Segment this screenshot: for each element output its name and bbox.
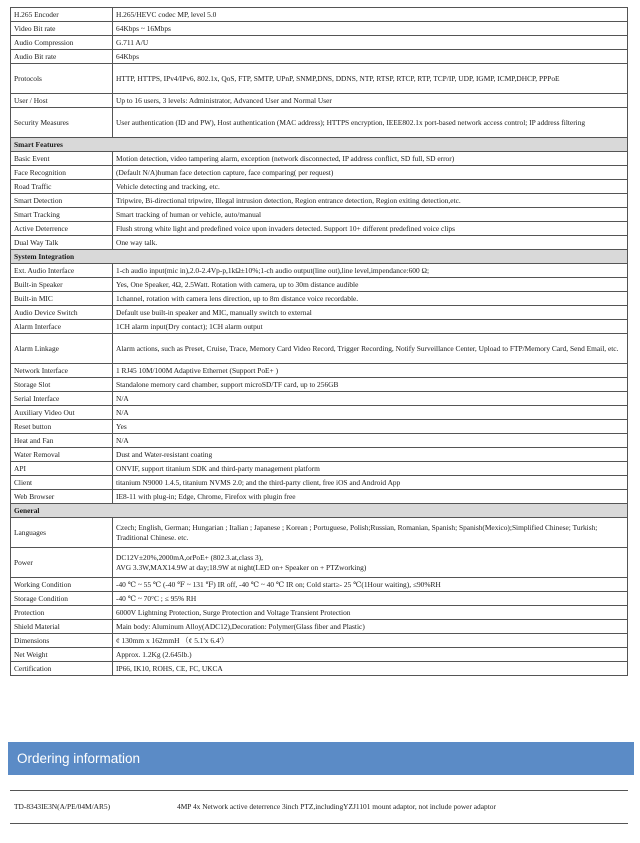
spec-label: Active Deterrence: [11, 222, 113, 236]
spec-value: Up to 16 users, 3 levels: Administrator, Advanced User and Normal User: [113, 94, 628, 108]
spec-value: Smart tracking of human or vehicle, auto/manual: [113, 208, 628, 222]
spec-label: Ext. Audio Interface: [11, 264, 113, 278]
ordering-model: TD-8343IE3N(A/PE/04M/AR5): [14, 802, 111, 811]
spec-table-body: [11, 8, 628, 676]
spec-label: Protocols: [11, 64, 113, 94]
spec-row: [11, 364, 628, 378]
spec-label: Road Traffic: [11, 180, 113, 194]
spec-row: [11, 462, 628, 476]
spec-label: Client: [11, 476, 113, 490]
spec-label: Heat and Fan: [11, 434, 113, 448]
spec-row: [11, 392, 628, 406]
spec-label: Alarm Linkage: [11, 334, 113, 364]
spec-value: Standalone memory card chamber, support microSD/TF card, up to 256GB: [113, 378, 628, 392]
spec-value: -40 ℃ ~ 70°C ; ≤ 95% RH: [113, 592, 628, 606]
section-header: [11, 138, 628, 152]
spec-value: Motion detection, video tampering alarm, exception (network disconnected, IP address conflict, SD full, SD error): [113, 152, 628, 166]
ordering-table: [10, 790, 628, 824]
spec-label: Smart Detection: [11, 194, 113, 208]
spec-row: [11, 378, 628, 392]
spec-row: [11, 448, 628, 462]
spec-row: [11, 278, 628, 292]
spec-row: [11, 8, 628, 22]
spec-value: Flush strong white light and predefined voice upon invaders detected. Support 10+ different predefined voice clips: [113, 222, 628, 236]
spec-row: [11, 490, 628, 504]
spec-label: Power: [11, 548, 113, 578]
spec-label: Dual Way Talk: [11, 236, 113, 250]
spec-label: Auxiliary Video Out: [11, 406, 113, 420]
spec-value: HTTP, HTTPS, IPv4/IPv6, 802.1x, QoS, FTP, SMTP, UPnP, SNMP,DNS, DDNS, NTP, RTSP, RTCP, RTP, TCP/IP, UDP, IGMP, ICMP,DHCP, PPPoE: [113, 64, 628, 94]
spec-value: Dust and Water-resistant coating: [113, 448, 628, 462]
spec-value: N/A: [113, 406, 628, 420]
spec-row: [11, 476, 628, 490]
spec-row: [11, 406, 628, 420]
spec-label: Working Condition: [11, 578, 113, 592]
spec-label: Storage Slot: [11, 378, 113, 392]
spec-label: Basic Event: [11, 152, 113, 166]
spec-row: [11, 578, 628, 592]
spec-value: IP66, IK10, ROHS, CE, FC, UKCA: [113, 662, 628, 676]
spec-value: ¢ 130mm x 162mmH （¢ 5.1'x 6.4'）: [113, 634, 628, 648]
spec-label: Dimensions: [11, 634, 113, 648]
section-title: Smart Features: [11, 138, 628, 152]
spec-value: N/A: [113, 392, 628, 406]
spec-value: Yes, One Speaker, 4Ω, 2.5Watt. Rotation with camera, up to 30m distance audible: [113, 278, 628, 292]
spec-value: ONVIF, support titanium SDK and third-party management platform: [113, 462, 628, 476]
spec-label: Built-in MIC: [11, 292, 113, 306]
spec-label: Protection: [11, 606, 113, 620]
spec-row: [11, 50, 628, 64]
ordering-info-title: Ordering information: [17, 751, 141, 766]
section-header: [11, 250, 628, 264]
spec-label: Smart Tracking: [11, 208, 113, 222]
section-title: General: [11, 504, 628, 518]
spec-label: H.265 Encoder: [11, 8, 113, 22]
spec-label: Alarm Interface: [11, 320, 113, 334]
spec-label: Net Weight: [11, 648, 113, 662]
spec-label: Certification: [11, 662, 113, 676]
spec-label: Video Bit rate: [11, 22, 113, 36]
spec-value: Approx. 1.2Kg (2.645lb.): [113, 648, 628, 662]
spec-row: [11, 264, 628, 278]
spec-label: Audio Bit rate: [11, 50, 113, 64]
spec-label: API: [11, 462, 113, 476]
spec-row: [11, 36, 628, 50]
spec-value: -40 ℃ ~ 55 ℃ (-40 ℉ ~ 131 ℉) IR off, -40 ℃ ~ 40 ℃ IR on; Cold start≥- 25 ℃(1Hour waiting), ≤90%RH: [113, 578, 628, 592]
spec-value: DC12V±20%,2000mA,orPoE+ (802.3.at,class 3), AVG 3.3W,MAX14.9W at day;18.9W at night(LED on+ Speaker on + PTZworking): [113, 548, 628, 578]
spec-value: N/A: [113, 434, 628, 448]
spec-label: Security Measures: [11, 108, 113, 138]
spec-value: Vehicle detecting and tracking, etc.: [113, 180, 628, 194]
spec-label: Audio Device Switch: [11, 306, 113, 320]
spec-row: [11, 592, 628, 606]
spec-row: [11, 548, 628, 578]
spec-value: Default use built-in speaker and MIC, manually switch to external: [113, 306, 628, 320]
spec-row: [11, 208, 628, 222]
ordering-description: 4MP 4x Network active deterrence 3inch PTZ,includingYZJ1101 mount adaptor, not include power adaptor: [177, 802, 496, 811]
spec-row: [11, 620, 628, 634]
spec-row: [11, 94, 628, 108]
spec-value: 6000V Lightning Protection, Surge Protection and Voltage Transient Protection: [113, 606, 628, 620]
spec-row: [11, 334, 628, 364]
spec-label: Languages: [11, 518, 113, 548]
spec-value: IE8-11 with plug-in; Edge, Chrome, Firefox with plugin free: [113, 490, 628, 504]
spec-label: Web Browser: [11, 490, 113, 504]
spec-row: [11, 194, 628, 208]
spec-value: Alarm actions, such as Preset, Cruise, Trace, Memory Card Video Record, Trigger Recording, Notify Surveillance Center, Upload to FTP/Memory Card, Send Email, etc.: [113, 334, 628, 364]
spec-value: User authentication (ID and PW), Host authentication (MAC address); HTTPS encryption, IEEE802.1x port-based network access control; IP address filtering: [113, 108, 628, 138]
spec-value: 64Kbps: [113, 50, 628, 64]
spec-label: Water Removal: [11, 448, 113, 462]
spec-row: [11, 236, 628, 250]
spec-value: H.265/HEVC codec MP, level 5.0: [113, 8, 628, 22]
spec-row: [11, 108, 628, 138]
spec-label: Built-in Speaker: [11, 278, 113, 292]
spec-value: 64Kbps ~ 16Mbps: [113, 22, 628, 36]
spec-row: [11, 166, 628, 180]
spec-value: Czech; English, German; Hungarian ; Italian ; Japanese ; Korean ; Portuguese, Polish;Russian, Romanian, Spanish; Spanish(Mexico);Simplified Chinese; Turkish; Traditional Chinese. etc.: [113, 518, 628, 548]
spec-row: [11, 518, 628, 548]
spec-row: [11, 648, 628, 662]
spec-value: Main body: Aluminum Alloy(ADC12),Decoration: Polymer(Glass fiber and Plastic): [113, 620, 628, 634]
spec-row: [11, 662, 628, 676]
spec-value: 1CH alarm input(Dry contact); 1CH alarm output: [113, 320, 628, 334]
spec-value: Yes: [113, 420, 628, 434]
spec-row: [11, 320, 628, 334]
spec-row: [11, 634, 628, 648]
spec-label: Network Interface: [11, 364, 113, 378]
spec-row: [11, 292, 628, 306]
spec-table: [10, 7, 628, 676]
section-header: [11, 504, 628, 518]
spec-value: 1 RJ45 10M/100M Adaptive Ethernet (Support PoE+ ): [113, 364, 628, 378]
spec-row: [11, 180, 628, 194]
spec-label: Serial Interface: [11, 392, 113, 406]
spec-row: [11, 306, 628, 320]
spec-row: [11, 152, 628, 166]
spec-label: User / Host: [11, 94, 113, 108]
section-title: System Integration: [11, 250, 628, 264]
spec-label: Audio Compression: [11, 36, 113, 50]
spec-label: Face Recognition: [11, 166, 113, 180]
spec-value: (Default N/A)human face detection capture, face comparing( per request): [113, 166, 628, 180]
ordering-info-banner: [8, 742, 634, 775]
spec-value: titanium N9000 1.4.5, titanium NVMS 2.0; and the third-party client, free iOS and Android App: [113, 476, 628, 490]
spec-value: One way talk.: [113, 236, 628, 250]
spec-row: [11, 606, 628, 620]
spec-label: Shield Material: [11, 620, 113, 634]
spec-row: [11, 64, 628, 94]
spec-row: [11, 222, 628, 236]
spec-label: Reset button: [11, 420, 113, 434]
spec-row: [11, 22, 628, 36]
spec-value: G.711 A/U: [113, 36, 628, 50]
spec-label: Storage Condition: [11, 592, 113, 606]
spec-value: 1channel, rotation with camera lens direction, up to 8m distance voice recordable.: [113, 292, 628, 306]
spec-row: [11, 420, 628, 434]
spec-value: 1-ch audio input(mic in),2.0-2.4Vp-p,1kΩ±10%;1-ch audio output(line out),line level,impendance:600 Ω;: [113, 264, 628, 278]
spec-row: [11, 434, 628, 448]
spec-value: Tripwire, Bi-directional tripwire, Illegal intrusion detection, Region entrance detection, Region exiting detection,etc.: [113, 194, 628, 208]
